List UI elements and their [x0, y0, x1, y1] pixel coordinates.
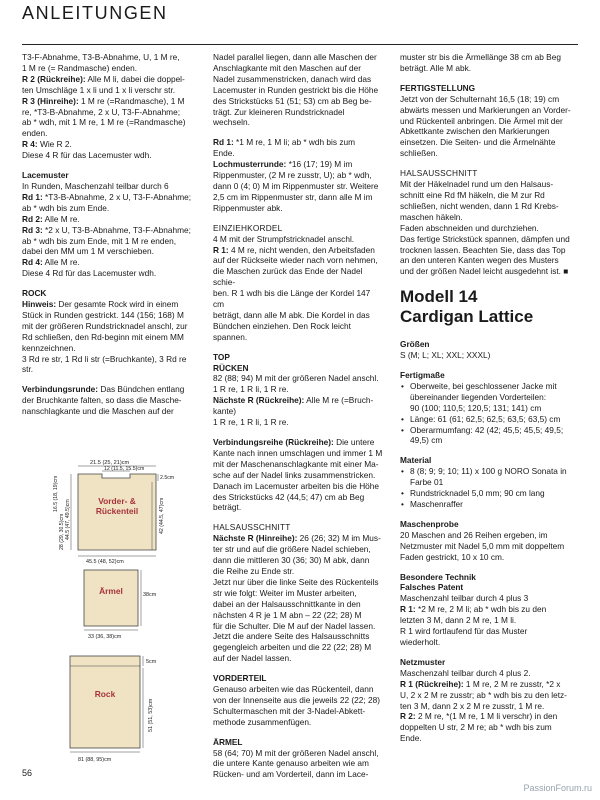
text-line: schnitt eine Rd fM häkeln, die M zur Rd — [400, 189, 545, 200]
text-line: *16 (17; 19) M im — [286, 159, 353, 170]
text-line: enden. — [22, 128, 48, 139]
text-line: Abkettkante zwischen den Markierungen — [400, 126, 550, 137]
text-line: dabei an der Halsausschnittkante in den — [213, 598, 361, 609]
text-line: Alle M re (=Bruch- — [304, 395, 374, 406]
row-label: Verbindungsrunde: — [22, 384, 99, 395]
row-label: Rd 1: — [22, 191, 43, 202]
text-line: Bündchen einziehen. Den Rock leicht spannen. — [213, 320, 351, 342]
dim-skirt-height: 51 (51, 53)cm — [148, 698, 154, 732]
text-line: ab * wdh, mit 1 M re, 1 M re (=Randmasche) — [22, 117, 186, 128]
dim-top-width: 21.5 (25, 21)cm — [90, 460, 130, 466]
text-line: kennzeichnen. — [22, 342, 76, 353]
text-line: ten 3 M, dann 2 x 2 M re zusstr, 1 M re. — [400, 700, 545, 711]
section-heading-fertigstellung: FERTIGSTELLUNG — [400, 82, 476, 93]
row-label: Lochmusterrunde: — [213, 159, 287, 170]
row-label: R 2 (Rückreihe): — [22, 73, 86, 84]
text-line: Stück in Runden gestrickt. 144 (156; 168) M — [22, 309, 184, 320]
text-line: Nadel zusammenstricken, danach wird das — [213, 73, 372, 84]
header-divider — [22, 44, 578, 45]
text-line: Faden gestrickt, 10 x 10 cm. — [400, 551, 505, 562]
skirt-label: Rock — [94, 689, 116, 699]
text-line: S (M; L; XL; XXL; XXXL) — [400, 350, 491, 361]
text-line: 2 M re, *(1 M re, 1 M li verschr) in den — [415, 711, 558, 722]
text-line: In Runden, Maschenzahl teilbar durch 6 — [22, 180, 169, 191]
text-line: Alle M re. — [42, 257, 80, 268]
text-line: 4 M mit der Strumpfstricknadel anschl. — [213, 233, 355, 244]
text-line: auf der Rückseite wieder nach vorn nehmen, — [213, 255, 378, 266]
column-3 — [400, 52, 580, 744]
text-line: der Bruchkante falten, so dass die Masche- — [22, 395, 182, 406]
text-line: R 1 wird fortlaufend für das Muster — [400, 626, 528, 637]
section-heading-fertigmasse: Fertigmaße — [400, 370, 445, 381]
text-line: von der Innenseite aus die jeweils 22 (22; 28) — [213, 694, 380, 705]
section-heading-groessen: Größen — [400, 339, 430, 350]
text-line: Mit der Häkelnadel rund um den Halsaus- — [400, 179, 554, 190]
text-line: *2 x U, T3-B-Abnahme, T3-F-Abnahme; — [42, 224, 191, 235]
text-line: schließen, nicht wenden, dann 1 Rd Krebs- — [400, 200, 559, 211]
text-line: str wie folgt: Weiter im Muster arbeiten, — [213, 587, 357, 598]
sleeve-label: Ärmel — [99, 586, 123, 596]
text-line: *T3-B-Abnahme, 2 x U, T3-F-Abnahme; — [42, 191, 192, 202]
row-label: R 4: — [22, 139, 38, 150]
row-label: Rd 1: — [213, 137, 234, 148]
text-line: Schultermaschen mit der 3-Nadel-Abkett- — [213, 705, 366, 716]
text-line: auf der Nadel lassen. — [213, 653, 292, 664]
text-line: nächsten 4 R je 1 M abn – 22 (22; 28) M — [213, 609, 362, 620]
text-line: mit der größeren Rundstricknadel anschl, zur — [22, 320, 188, 331]
text-line: Rücken- und am Vorderteil, dann im Lace- — [213, 769, 369, 780]
text-line: ten Umschläge 1 x li und 1 x li verschr str. — [22, 84, 176, 95]
text-line: trocknen lassen. Beachten Sie, dass das Top — [400, 244, 566, 255]
dim-skirt-band: 5cm — [146, 659, 157, 665]
text-line: die Reihe zu Ende str. — [213, 565, 295, 576]
text-line: Rippenmuster abk. — [213, 202, 283, 213]
text-line: Anschlagkante mit den Maschen auf der — [213, 62, 362, 73]
text-line: beträgt, dann alle M abk. Die Kordel in das — [213, 309, 370, 320]
dim-left-armhole: 16.5 (18, 19)cm — [53, 475, 59, 512]
row-label: Verbindungsreihe (Rückreihe): — [213, 437, 334, 447]
text-line: gegengleich arbeiten und die 22 (22; 28) M — [213, 642, 372, 653]
list-item: • 8 (8; 9; 9; 10; 11) x 100 g NORO Sonata in Farbe 01 — [410, 466, 580, 488]
text-line: Danach im Lacemuster arbeiten bis die Höhe — [213, 480, 380, 491]
text-line: Diese 4 Rd für das Lacemuster wdh. — [22, 268, 157, 279]
dim-neck: 12 (11.5, 15.5)cm — [104, 466, 145, 472]
text-line: 2,5 cm im Rippenmuster str, dann alle M im — [213, 191, 373, 202]
section-heading-rock: ROCK — [22, 288, 47, 299]
text-line: Nadel parallel liegen, dann alle Maschen der — [213, 52, 377, 62]
row-label: Hinweis: — [22, 299, 57, 310]
text-line: 58 (64; 70) M mit der größeren Nadel anschl, — [213, 747, 379, 758]
watermark: PassionForum.ru — [523, 783, 592, 794]
text-line: 1 R re, 1 R li, 1 R re. — [213, 417, 289, 428]
section-heading-netzmuster: Netzmuster — [400, 656, 446, 667]
text-line: re, *T3-B-Abnahme, 2 x U, T3-F-Abnahme; — [22, 106, 181, 117]
dim-sleeve-height: 38cm — [143, 592, 157, 598]
text-line: dabei den MM um 1 M verschieben. — [22, 246, 154, 257]
text-line: des Strickstücks 51 (51; 53) cm ab Beg be- — [213, 95, 372, 106]
section-heading-patent: Falsches Patent — [400, 582, 464, 593]
text-line: beträgt. — [213, 502, 242, 513]
section-heading-vorderteil: VORDERTEIL — [213, 673, 267, 684]
text-line: 4 M re, nicht wenden, den Arbeitsfaden — [228, 244, 375, 255]
text-line: Die untere — [333, 437, 375, 447]
text-line: für die Schulter. Die M auf der Nadel lassen. — [213, 620, 376, 631]
text-line: T3-F-Abnahme, T3-B-Abnahme, U, 1 M re, — [22, 52, 180, 62]
text-line: ben. R 1 wdh bis die Länge der Kordel 147 cm — [213, 288, 371, 310]
column-1 — [22, 52, 192, 417]
dim-right-height: 42 (44.5, 47)cm — [159, 497, 165, 534]
schematic-diagram — [28, 452, 188, 774]
row-label: Nächste R (Rückreihe): — [213, 395, 305, 406]
text-line: die Maschen zurück das Ende der Nadel schie- — [213, 266, 363, 288]
text-line: sche auf der Nadel links zusammenstricken. — [213, 469, 376, 480]
model-title-line-1: Modell 14 — [400, 287, 478, 307]
text-line: des Strickstücks 42 (44,5; 47) cm ab Beg — [213, 491, 365, 502]
text-line: Der gesamte Rock wird in einem — [56, 299, 179, 310]
text-line: Rd schließen, den Rd-beginn mit einem MM — [22, 331, 184, 342]
text-line: Jetzt nur über die linke Seite des Rückenteils — [213, 576, 379, 587]
text-line: wiederholt. — [400, 636, 441, 647]
text-line: mit der Maschenanschlagkante mit einer Ma- — [213, 458, 379, 469]
text-line: str. — [22, 364, 34, 375]
text-line: Jetzt von der Schulternaht 16,5 (18; 19) cm — [400, 93, 560, 104]
section-heading-einziehkordel: EINZIEHKORDEL — [213, 222, 283, 233]
text-line: nanschlagkante und die Maschen auf der — [22, 406, 174, 417]
skirt-piece — [70, 656, 140, 748]
text-line: und der größen Nadel leicht ausgedehnt ist. ■ — [400, 266, 569, 277]
dim-skirt-width: 81 (88, 95)cm — [78, 757, 112, 763]
text-line: 1 M re (=Randmasche), 1 M — [78, 95, 185, 106]
model-title-line-2: Cardigan Lattice — [400, 307, 534, 327]
model-title — [400, 287, 580, 327]
text-line: letzten 3 M, dann 2 M re, 1 M li. — [400, 615, 517, 626]
row-label: Rd 2: — [22, 213, 43, 224]
row-label: R 1: — [213, 244, 229, 255]
section-heading-technik: Besondere Technik — [400, 571, 476, 582]
text-line: *2 M re, 2 M li; ab * wdh bis zu den — [415, 604, 547, 615]
row-label: Rd 4: — [22, 257, 43, 268]
section-heading-top: TOP — [213, 351, 230, 362]
text-line: 1 M re (= Randmasche) enden. — [22, 62, 138, 73]
text-line: 3 Rd re str, 1 Rd li str (=Bruchkante), 3 Rd re — [22, 353, 187, 364]
text-line: maschen häkeln. — [400, 211, 463, 222]
text-line: kante) — [213, 406, 237, 417]
text-line: Wie R 2. — [37, 139, 72, 150]
section-heading-ruecken: RÜCKEN — [213, 362, 249, 373]
text-line: methode zusammenfügen. — [213, 716, 312, 727]
text-line: Das Bündchen entlang — [98, 384, 185, 395]
text-line: Jetzt die andere Seite des Halsausschnitts — [213, 631, 370, 642]
list-item: • Oberarmumfang: 42 (42; 45,5; 45,5; 49,5; 49,5) cm — [410, 425, 580, 447]
text-line: Alle M re. — [42, 213, 80, 224]
schematic-svg — [28, 452, 188, 774]
dim-left-inner: 28 (29, 30.5)cm — [59, 513, 65, 550]
text-line: 20 Maschen and 26 Reihen ergeben, im — [400, 529, 548, 540]
text-line: 82 (88; 94) M mit der größeren Nadel anschl. — [213, 373, 379, 384]
list-item: • Maschenraffer — [410, 499, 580, 510]
row-label: Nächste R (Hinreihe): — [213, 533, 298, 544]
section-heading-halsausschnitt-2: HALSAUSSCHNITT — [400, 168, 478, 179]
text-line: Lacemuster in Runden gestrickt bis die Höhe — [213, 84, 379, 95]
text-line: Alle M li, dabei die doppel- — [85, 73, 185, 84]
text-line: Ende. — [400, 733, 422, 744]
text-line: Rippenmuster, (2 M re zusstr, U); ab * wdh, — [213, 170, 372, 181]
row-label: R 1 (Rückreihe): — [400, 678, 464, 689]
text-line: 1 M re, 2 M re zusstr, *2 x — [463, 678, 561, 689]
section-heading-material: Material — [400, 455, 432, 466]
dim-left-height: 44.5 (47, 49.5)cm — [65, 499, 71, 540]
text-line: die untere Kante genauso arbeiten wie am — [213, 758, 369, 769]
text-line: Genauso arbeiten wie das Rückenteil, dann — [213, 684, 374, 695]
front-back-label-2: Rückenteil — [95, 506, 139, 516]
text-line: abwärts messen und Markierungen an Vorder- — [400, 104, 571, 115]
section-heading-lacemuster: Lacemuster — [22, 170, 69, 181]
text-line: 26 (26; 32) M im Mus- — [297, 533, 381, 544]
sleeve-piece — [84, 570, 138, 626]
text-line: beträgt. Alle M abk. — [400, 62, 472, 73]
text-line: Kante nach innen umschlagen und immer 1 M — [213, 447, 383, 458]
text-line: Maschenzahl teilbar durch 4 plus 3 — [400, 593, 529, 604]
text-line: an den unteren Kanten wegen des Musters — [400, 255, 559, 266]
row-label: R 3 (Hinreihe): — [22, 95, 79, 106]
text-line: ab * wdh bis zum Ende, mit 1 M re enden, — [22, 235, 177, 246]
page-title: ANLEITUNGEN — [22, 3, 168, 23]
row-label: R 1: — [400, 604, 416, 615]
text-line: dann die mittleren 30 (36; 30) M abk, dann — [213, 555, 370, 566]
section-heading-aermel: ÄRMEL — [213, 736, 243, 747]
text-line: Netzmuster mit Nadel 5,0 mm mit doppeltem — [400, 540, 565, 551]
front-back-label-1: Vorder- & — [98, 496, 136, 506]
text-line: *1 M re, 1 M li; ab * wdh bis zum — [233, 137, 356, 148]
text-line: trägt. Zur kleineren Rundstricknadel wechseln. — [213, 106, 345, 128]
text-line: 1 R re, 1 R li, 1 R re. — [213, 384, 289, 395]
text-line: Das fertige Strickstück spannen, dämpfen und — [400, 233, 570, 244]
text-line: doppelten U str, 2 M re; ab * wdh bis zum — [400, 722, 552, 733]
text-line: ab * wdh bis zum Ende. — [22, 202, 110, 213]
page-number: 56 — [22, 768, 33, 778]
text-line: Ende. — [213, 148, 235, 159]
section-heading-maschenprobe: Maschenprobe — [400, 518, 459, 529]
text-line: muster str bis die Ärmellänge 38 cm ab Beg — [400, 52, 561, 62]
text-line: Diese 4 R für das Lacemuster wdh. — [22, 150, 152, 161]
list-item: • Oberweite, bei geschlossener Jacke mit übereinander liegenden Vorderteilen: 90 (100; 110,5; 120,5; 131; 141) cm — [410, 381, 580, 414]
dim-sleeve-width: 33 (36, 38)cm — [88, 634, 122, 640]
row-label: R 2: — [400, 711, 416, 722]
row-label: Rd 3: — [22, 224, 43, 235]
list-item: • Rundstricknadel 5,0 mm; 90 cm lang — [410, 488, 580, 499]
material-list — [400, 466, 580, 510]
section-heading-halsausschnitt: HALSAUSSCHNITT — [213, 522, 291, 533]
text-line: Faden abschneiden und durchziehen. — [400, 222, 539, 233]
list-item: • Länge: 61 (61; 62,5; 62,5; 63,5; 63,5) cm — [410, 414, 580, 425]
dim-shoulder-drop: 2.5cm — [160, 475, 175, 481]
fertigmasse-list — [400, 381, 580, 446]
text-line: dann 0 (4; 0) M im Rippenmuster str. Weitere — [213, 180, 379, 191]
text-line: und Rückenteil anbringen. Die Ärmel mit der — [400, 115, 563, 126]
text-line: schließen. — [400, 148, 438, 159]
text-line: Maschenzahl teilbar durch 4 plus 2. — [400, 667, 531, 678]
text-line: einsetzen. Die Seiten- und die Ärmelnähte — [400, 137, 556, 148]
dim-bottom-width: 45.5 (48, 52)cm — [86, 559, 124, 565]
column-2 — [213, 52, 383, 780]
text-line: ter str und auf die größere Nadel schieben, — [213, 544, 371, 555]
text-line: U, 2 x 2 M re zusstr; ab * wdh bis zu den letz- — [400, 689, 567, 700]
